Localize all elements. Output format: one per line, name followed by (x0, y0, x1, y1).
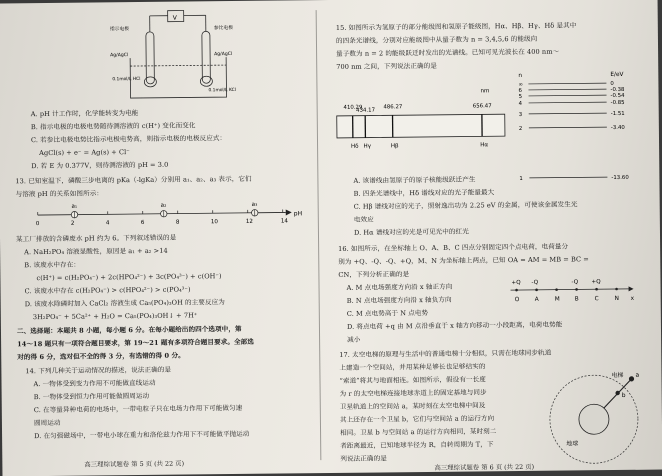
ph-axis-label: pH (294, 210, 302, 217)
q16-axis-figure (506, 275, 636, 306)
spectrum-line-label: Hα (480, 142, 488, 148)
q15-stem-2: 的四条光谱线，分别对应能级图中从量子数为 n = 3,4,5,6 的能级向 (336, 35, 537, 45)
energy-level-lines (518, 81, 629, 182)
ph-marker-label: a₁ (71, 204, 77, 210)
q16-charge-label: +Q (511, 280, 521, 286)
q15-option-c: C. Hβ 谱线对应的光子，照射逸出功为 2.25 eV 的金属，可使该金属发生光 (354, 200, 578, 210)
q15-stem-3: 量子数为 n = 2 的能级跃迁时发出的光谱线。已知可见光波长在 400 nm～ (336, 48, 559, 58)
energy-level-line (529, 127, 607, 128)
q17-stem-6: 其上还存在一个卫星 b，它们与空间站 a 的运行方向 (340, 414, 494, 424)
q16-point-dot (515, 289, 518, 292)
ph-tick-label: 14 (281, 218, 289, 224)
q13-option-a: A. NaH₂PO₄ 溶液显酸性，原因是 a₁ + a₂ >14 (24, 247, 168, 257)
q16-charge-label: +Q (591, 279, 601, 285)
q16-point-dot (535, 289, 538, 292)
page-right (326, 3, 653, 467)
section2-heading-3: 对的得 6 分，选对但不全的得 3 分，有选错的得 0 分。 (17, 352, 185, 362)
energy-level-e: 0 (610, 81, 614, 87)
q17-stem-2: 上建造一个空间站，并用某种足够长也足够结实的 (339, 362, 485, 372)
q17-stem-7: 相同。卫星 b 与空间站 a 的运行方向相同，某时刻二 (340, 427, 496, 437)
energy-level-n: 4 (519, 101, 523, 107)
q13-option-d: D. 该废水除磷时加入 CaCl₂ 溶液生成 Ca₅(PO₄)₃OH 的主要反应为 (25, 298, 225, 308)
spectrum-wavelength: 410.29 (344, 105, 363, 111)
q12-option-c-equation: AgCl(s) + e⁻ = Ag(s) + Cl⁻ (39, 148, 130, 157)
energy-header-e: E/eV (610, 72, 623, 78)
energy-level-e: -3.40 (611, 125, 626, 131)
page-left (10, 6, 315, 470)
page-divider (316, 10, 322, 460)
q16-point-label: C (595, 296, 599, 302)
energy-level-line (529, 102, 607, 103)
q16-point-dot (575, 288, 578, 291)
q16-stem-3: CN，下列分析正确的是 (338, 270, 409, 279)
q16-axis-label: x (631, 296, 635, 302)
energy-level-n: 5 (519, 94, 523, 100)
ph-marker-label: a₃ (252, 202, 258, 208)
q16-option-a: A. M 点电场强度方向沿 x 轴正方向 (347, 283, 453, 292)
q17-stem-4: 为 r 的太空电梯连接地球赤道上的固定基地与同步 (340, 388, 487, 398)
q16-stem: 16. 如图所示，在坐标轴上 O、A、B、C 四点分别固定四个点电荷，电荷量分 (338, 243, 568, 253)
energy-level-line (529, 95, 607, 96)
spectrum-wavelength: 656.47 (473, 103, 492, 109)
energy-level-e: -0.38 (610, 87, 625, 93)
q13-stem-cont: 与溶液 pH 的关系如图所示： (16, 189, 104, 198)
ph-tick-label: 6 (141, 220, 145, 226)
spectrum-line-label: Hδ (351, 144, 359, 150)
earth-circle (579, 404, 609, 434)
ph-tick-label: 12 (246, 219, 253, 225)
q16-point-dot (555, 288, 558, 291)
energy-header-n: n (518, 73, 522, 79)
q16-option-d-cont: 减小 (347, 336, 360, 344)
q17-stem: 17. 太空电梯的原理与生活中的普通电梯十分相似，只需在地球同步轨道 (339, 349, 551, 359)
q15-option-d: D. Hα 谱线对应的光是可见光中的红光 (354, 228, 469, 237)
q16-point-label: A (535, 297, 539, 303)
spectrum-wavelength: 486.27 (383, 104, 402, 110)
spectrum-line-label: Hγ (363, 144, 371, 150)
ag-agcl-label-a: Ag/AgCl (110, 52, 128, 58)
ph-tick-label: 4 (106, 220, 110, 226)
energy-level-e: -13.60 (611, 175, 629, 181)
spectrum-wavelength: 434.17 (356, 108, 375, 114)
q16-point-label: B (575, 296, 579, 302)
page-footer-left: 高三理综试题卷 第 5 页 (共 22 页) (84, 459, 184, 469)
ph-tick-label: 2 (71, 221, 75, 227)
q17-stem-9: 列说法正确的是 (340, 454, 387, 462)
q16-points (511, 279, 634, 303)
ph-meter-figure (110, 9, 261, 103)
hydrogen-spectrum-figure (330, 74, 511, 176)
q15-option-c-cont: 电效应 (354, 216, 374, 224)
q16-point-label: M (555, 297, 560, 303)
ph-tick-label: 8 (176, 220, 180, 226)
energy-level-line (528, 83, 606, 84)
q15-option-b: B. 四条光谱线中，Hδ 谱线对应的光子能量最大 (354, 188, 495, 197)
q14-option-b: B. 一物体受到恒力作用可能做圆周运动 (34, 392, 150, 401)
q12-option-d: D. 若 E 为 0.377V，则待测溶液的 pH = 3.0 (31, 161, 168, 170)
ph-tick-label: 0 (36, 221, 40, 227)
hcl-solution-label: 0.1mol/L HCl (112, 76, 140, 82)
q16-option-b: B. N 点电场强度方向沿 x 轴负方向 (347, 296, 452, 305)
q17-stem-8: 者距离最近，已知地球半径为 R，自转周期为 T，下 (340, 440, 493, 450)
energy-level-n: 1 (519, 176, 523, 182)
q12-option-b: B. 指示电极的电极电势随待测溶液的 c(H⁺) 变化而变化 (31, 121, 196, 131)
q12-option-a: A. pH 计工作时，化学能转变为电能 (31, 109, 139, 118)
energy-level-line (528, 89, 606, 90)
ph-axis-figure (18, 198, 308, 231)
ph-ticks (36, 201, 289, 227)
spectrum-unit: nm (480, 88, 489, 94)
q16-option-d: D. 将点电荷 +q 由 M 点沿垂直于 x 轴方向移动一小段距离，电荷电势能 (347, 321, 562, 331)
satellite-b-label: b (622, 392, 626, 399)
space-elevator-figure (545, 359, 650, 456)
voltmeter-label: V (173, 15, 178, 22)
q13-option-d-equation: 3H₂PO₄⁻ + 5Ca²⁺ + H₂O = Ca₅(PO₄)₃OH↓ + 7H⁺ (33, 311, 198, 321)
q13-option-c: C. 该废水中存在 c(H₂PO₄⁻) > c(HPO₄²⁻) > c(PO₄³⁻) (25, 285, 191, 295)
page-footer-right: 高三理综试题卷 第 6 页 (共 22 页) (434, 462, 534, 472)
energy-level-e: -1.51 (611, 111, 625, 117)
ph-marker-label: a₂ (161, 203, 167, 209)
q14-option-a: A. 一物体受到变力作用不可能做直线运动 (33, 379, 155, 388)
q16-charge-label: -Q (531, 280, 538, 286)
q16-point-label: N (615, 296, 619, 302)
station-a-label: a (635, 372, 639, 379)
reference-electrode (202, 31, 211, 83)
energy-level-n: 3 (519, 112, 523, 118)
q17-stem-5: 卫星轨道上的空间站 a，某时刻在太空电梯中间及 (340, 401, 486, 411)
q14-option-c-cont: 圆周运动 (34, 419, 61, 427)
ag-agcl-label-b: Ag/AgCl (214, 51, 232, 57)
q14-option-d: D. 在匀强磁场中，一带电小球在重力和洛伦兹力作用下不可能做平抛运动 (34, 430, 249, 440)
section2-heading: 二、选择题：本题共 8 小题，每小题 6 分。在每小题给出的四个选项中，第 (17, 325, 242, 335)
energy-level-n: 2 (519, 126, 523, 132)
energy-level-e: -0.54 (611, 93, 626, 99)
q13-option-b-equation: c(H⁺) = c(H₂PO₄⁻) + 2c(HPO₄²⁻) + 3c(PO₄³⁻) + c(OH⁻) (36, 272, 221, 282)
q16-stem-2: 别为 +Q、-Q、-Q、+Q，M、N 为坐标轴上两点，已知 OA = AM = MB = BC = (338, 255, 589, 266)
q16-charge-label: -Q (571, 279, 578, 285)
elevator-label: 电梯 (611, 371, 623, 379)
q14-option-c: C. 在等量异种电荷的电场中，一带电粒子只在电场力作用下可能做匀速 (34, 404, 243, 414)
q16-option-c: C. M 点电势高于 N 点电势 (347, 309, 428, 318)
q16-point-dot (615, 288, 618, 291)
section2-heading-2: 14～18 题只有一项符合题目要求，第 19～21 题有多项符合题目要求。全部选 (17, 338, 254, 348)
q14-stem: 14. 下列几种关于运动情况的描述，说法正确的是 (25, 366, 171, 376)
q13-stem: 13. 已知室温下，磷酸三步电离的 pKa（-lgKa）分别用 a₁、a₂、a₃ 表示，它们 (15, 175, 251, 185)
energy-level-figure (514, 69, 635, 190)
q12-option-c: C. 若参比电极电势比指示电极电势高，则指示电极的电极反应式： (31, 134, 226, 144)
energy-level-line (529, 177, 607, 178)
earth-label: 地球 (566, 439, 578, 447)
kcl-solution-label: 0.1mol/L KCl (208, 87, 235, 93)
q13-option-b: B. 该废水中存在： (24, 261, 80, 270)
indicator-electrode (146, 32, 155, 84)
spectrum-line-label: Hβ (391, 143, 399, 149)
energy-level-n: 6 (518, 88, 522, 94)
spectrum-band (337, 114, 505, 138)
reference-electrode-label: 参比电极 (214, 24, 233, 31)
q13-question: 某工厂排放的含磷废水 pH 约为 6。下列叙述错误的是 (16, 234, 176, 244)
q16-point-label: O (515, 297, 520, 303)
q16-point-dot (595, 288, 598, 291)
ph-tick-label: 10 (211, 219, 219, 225)
energy-level-e: -0.85 (611, 100, 625, 106)
indicator-electrode-label: 指示电极 (110, 25, 129, 32)
q15-stem: 15. 如图所示为氢原子的部分能级图和氢原子能级图，Hα、Hβ、Hγ、Hδ 是其中 (336, 21, 577, 32)
q17-stem-3: “索道”将其与地面相连。如图所示，假设有一长度 (339, 375, 485, 385)
q15-option-a: A. 该谱线由氢原子的原子核能级跃迁产生 (353, 175, 475, 184)
energy-level-n: ∞ (518, 82, 523, 88)
energy-level-line (529, 113, 607, 114)
q15-stem-4: 700 nm 之间，下列说法正确的是 (336, 62, 437, 71)
